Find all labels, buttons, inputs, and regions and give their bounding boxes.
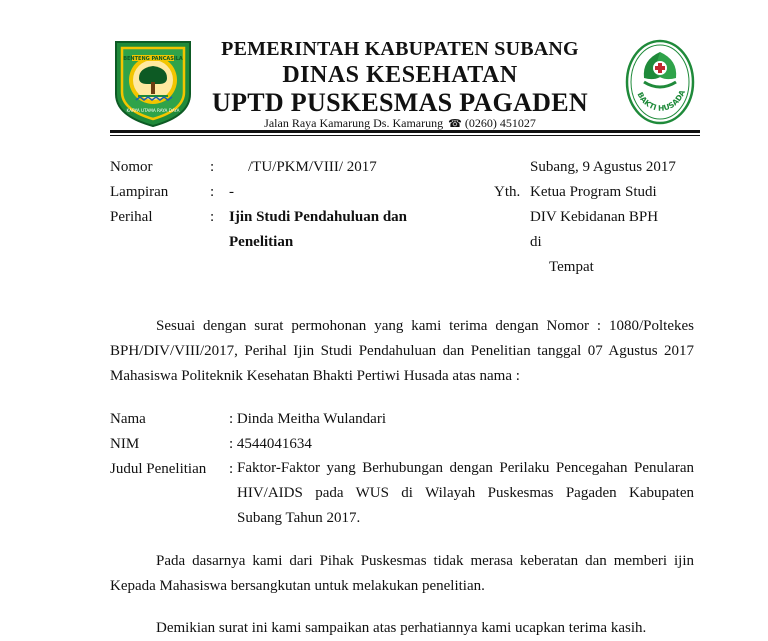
letterhead-department: DINAS KESEHATAN [282, 62, 518, 88]
recipient-line2: DIV Kebidanan BPH [530, 209, 659, 225]
judul-value-line3: Subang Tahun 2017. [237, 510, 361, 526]
judul-colon: : [229, 461, 234, 477]
paragraph-approval [110, 549, 694, 599]
letterhead-phone: (0260) 451027 [464, 116, 536, 130]
paragraph-intro [110, 314, 694, 389]
recipient-line1: Ketua Program Studi [530, 184, 657, 200]
paragraph-closing [110, 616, 694, 641]
judul-value-line1: Faktor-Faktor yang Berhubungan dengan Perilaku Pencegahan Penularan [237, 460, 694, 476]
emblem-top-text: BENTENG PANCASILA [123, 56, 183, 62]
emblem-bottom-text: KARYA UTAMA RAYA DAYA [126, 108, 180, 113]
judul-value-line2: HIV/AIDS pada WUS di Wilayah Puskesmas Pagaden Kabupaten [237, 485, 694, 501]
paragraph-intro-line2: BPH/DIV/VIII/2017, Perihal Ijin Studi Pendahuluan dan Penelitian tanggal 07 Agustus 2017 [110, 343, 694, 359]
nama-label: Nama [110, 411, 146, 427]
lampiran-value: - [229, 184, 234, 200]
nomor-label: Nomor [110, 159, 153, 175]
nomor-value: /TU/PKM/VIII/ 2017 [248, 159, 377, 175]
nama-value: : Dinda Meitha Wulandari [229, 411, 386, 427]
letterhead-address: Jalan Raya Kamarung Ds. Kamarung [264, 116, 444, 130]
perihal-value-line1: Ijin Studi Pendahuluan dan [229, 209, 408, 225]
letterhead-divider-thick [110, 130, 700, 133]
bakti-husada-logo [624, 38, 696, 126]
judul-label: Judul Penelitian [110, 461, 207, 477]
judul-value [237, 456, 694, 531]
lampiran-colon: : [210, 184, 215, 200]
paragraph-intro-line1: Sesuai dengan surat permohonan yang kami terima dengan Nomor : 1080/Poltekes [156, 318, 694, 334]
recipient-line4: Tempat [549, 259, 594, 275]
letterhead-contact [200, 116, 600, 131]
perihal-colon: : [210, 209, 215, 225]
nomor-colon: : [210, 159, 215, 175]
yth-label: Yth. [494, 184, 521, 200]
paragraph-approval-line1: Pada dasarnya kami dari Pihak Puskesmas tidak merasa keberatan dan memberi ijin [156, 553, 694, 569]
perihal-value-line2: Penelitian [229, 234, 294, 250]
recipient-line3: di [530, 234, 542, 250]
nim-label: NIM [110, 436, 140, 452]
perihal-label: Perihal [110, 209, 153, 225]
letterhead-government: PEMERINTAH KABUPATEN SUBANG [221, 38, 579, 60]
subang-regency-emblem [108, 36, 198, 128]
paragraph-approval-line2: Kepada Mahasiswa bersangkutan untuk melakukan penelitian. [110, 578, 485, 594]
lampiran-label: Lampiran [110, 184, 169, 200]
paragraph-intro-line3: Mahasiswa Politeknik Kesehatan Bhakti Pertiwi Husada atas nama : [110, 368, 520, 384]
letter-date: Subang, 9 Agustus 2017 [530, 159, 676, 175]
bakti-husada-text: BAKTI HUSADA [635, 88, 687, 113]
letterhead [200, 36, 600, 131]
letterhead-divider-thin [110, 135, 700, 136]
paragraph-closing-line1: Demikian surat ini kami sampaikan atas perhatiannya kami ucapkan terima kasih. [156, 620, 647, 636]
phone-icon: ☎ [448, 117, 462, 130]
letterhead-institution: UPTD PUSKESMAS PAGADEN [212, 88, 588, 117]
nim-value: : 4544041634 [229, 436, 312, 452]
